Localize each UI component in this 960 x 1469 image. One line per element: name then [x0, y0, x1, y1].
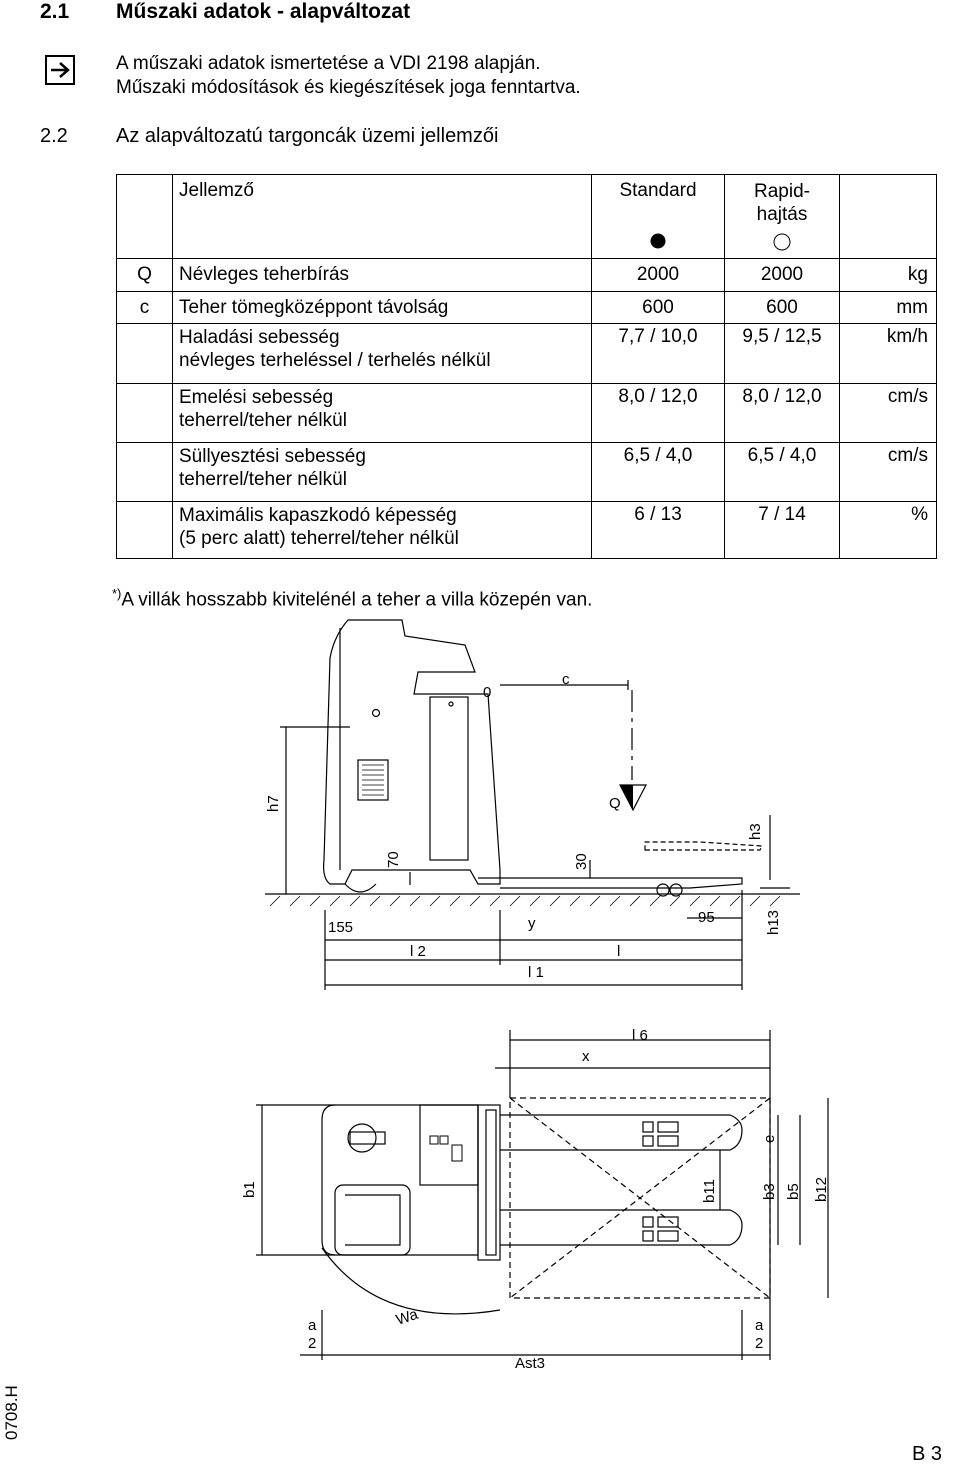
row-standard: 8,0 / 12,0: [592, 384, 725, 443]
label-l2: l 2: [410, 943, 426, 960]
row-symbol: [117, 502, 173, 559]
row-rapid: 600: [725, 292, 840, 324]
row-symbol: Q: [117, 259, 173, 292]
table-row: [117, 259, 937, 292]
page-number: B 3: [912, 1443, 943, 1465]
note-line-2: Műszaki módosítások és kiegészítések joga fenntartva.: [116, 77, 581, 98]
row-rapid: 9,5 / 12,5: [725, 324, 840, 384]
heading-title: Műszaki adatok - alapváltozat: [116, 0, 411, 23]
row-name-sub: névleges terheléssel / terhelés nélkül: [179, 350, 491, 371]
table-row: [117, 502, 937, 559]
row-name: Emelési sebesség: [179, 387, 334, 408]
row-name-cell: [173, 443, 592, 502]
label-l6: l 6: [632, 1027, 648, 1044]
label-h13: h13: [765, 909, 782, 935]
label-e: e: [761, 1134, 778, 1143]
label-ast3: Ast3: [515, 1355, 546, 1372]
top-view-drawing: [0, 1010, 960, 1390]
label-zero: 0: [483, 684, 492, 701]
row-unit: cm/s: [840, 384, 937, 443]
row-unit: mm: [840, 292, 937, 324]
label-b3: b3: [761, 1183, 778, 1200]
label-95: 95: [698, 909, 715, 926]
row-symbol: [117, 324, 173, 384]
spec-table: [116, 174, 937, 559]
table-row: [117, 324, 937, 384]
row-name-sub: (5 perc alatt) teherrel/teher nélkül: [179, 528, 459, 549]
row-rapid: 6,5 / 4,0: [725, 443, 840, 502]
label-wa: Wa: [393, 1305, 421, 1329]
arrow-right-icon: [45, 55, 75, 85]
label-c: c: [562, 671, 570, 688]
heading-number: 2.1: [40, 0, 70, 23]
section-title: Az alapváltozatú targoncák üzemi jellemzői: [116, 125, 499, 147]
row-symbol: [117, 443, 173, 502]
label-a-right: a: [755, 1317, 764, 1334]
row-unit: km/h: [840, 324, 937, 384]
row-name-cell: [173, 324, 592, 384]
footnote: [112, 586, 592, 611]
label-two-left: 2: [308, 1335, 317, 1352]
label-l: l: [617, 943, 621, 960]
row-name: Süllyesztési sebesség: [179, 446, 366, 467]
label-q: Q: [609, 795, 621, 812]
row-rapid: 2000: [725, 259, 840, 292]
label-two-right: 2: [755, 1335, 764, 1352]
label-x: x: [582, 1048, 590, 1065]
row-symbol: [117, 384, 173, 443]
row-name-cell: [173, 502, 592, 559]
row-unit: kg: [840, 259, 937, 292]
label-70: 70: [385, 851, 402, 868]
header-standard: Standard: [619, 180, 697, 201]
row-standard: 6 / 13: [592, 502, 725, 559]
header-rapid-line2: hajtás: [756, 204, 808, 225]
label-30: 30: [573, 853, 590, 870]
label-b11: b11: [701, 1179, 718, 1203]
table-row: [117, 384, 937, 443]
label-a-left: a: [308, 1317, 317, 1334]
label-y: y: [528, 915, 536, 932]
label-b1: b1: [241, 1181, 258, 1198]
label-b12: b12: [813, 1176, 830, 1202]
row-name: Névleges teherbírás: [173, 259, 592, 292]
header-standard-cell: [592, 175, 725, 259]
filled-circle-icon: [650, 233, 666, 255]
header-rapid-cell: [725, 175, 840, 259]
header-unit-cell: [840, 175, 937, 259]
footnote-mark: *): [112, 586, 122, 601]
side-view-drawing: [0, 610, 960, 1000]
section-number: 2.2: [40, 125, 68, 147]
header-symbol-cell: [117, 175, 173, 259]
row-standard: 6,5 / 4,0: [592, 443, 725, 502]
row-symbol: c: [117, 292, 173, 324]
label-h3: h3: [747, 823, 764, 840]
label-155: 155: [328, 919, 354, 936]
label-h7: h7: [265, 795, 282, 812]
header-name: Jellemző: [173, 175, 592, 259]
row-name-cell: [173, 384, 592, 443]
row-name: Teher tömegközéppont távolság: [173, 292, 592, 324]
row-name-sub: teherrel/teher nélkül: [179, 410, 347, 431]
header-rapid-line1: Rapid-: [754, 181, 810, 202]
row-rapid: 8,0 / 12,0: [725, 384, 840, 443]
footnote-text: A villák hosszabb kivitelénél a teher a villa közepén van.: [121, 589, 593, 611]
row-name: Maximális kapaszkodó képesség: [179, 505, 457, 526]
note-line-1: A műszaki adatok ismertetése a VDI 2198 alapján.: [116, 53, 541, 74]
label-b5: b5: [785, 1183, 802, 1200]
row-unit: cm/s: [840, 443, 937, 502]
row-standard: 600: [592, 292, 725, 324]
row-standard: 7,7 / 10,0: [592, 324, 725, 384]
empty-circle-icon: [773, 233, 791, 257]
row-unit: %: [840, 502, 937, 559]
table-row: [117, 292, 937, 324]
table-row: [117, 443, 937, 502]
label-l1: l 1: [528, 964, 544, 981]
row-name-sub: teherrel/teher nélkül: [179, 469, 347, 490]
row-name: Haladási sebesség: [179, 327, 340, 348]
row-standard: 2000: [592, 259, 725, 292]
table-header-row: [117, 175, 937, 259]
row-rapid: 7 / 14: [725, 502, 840, 559]
document-code: 0708.H: [2, 1385, 21, 1440]
